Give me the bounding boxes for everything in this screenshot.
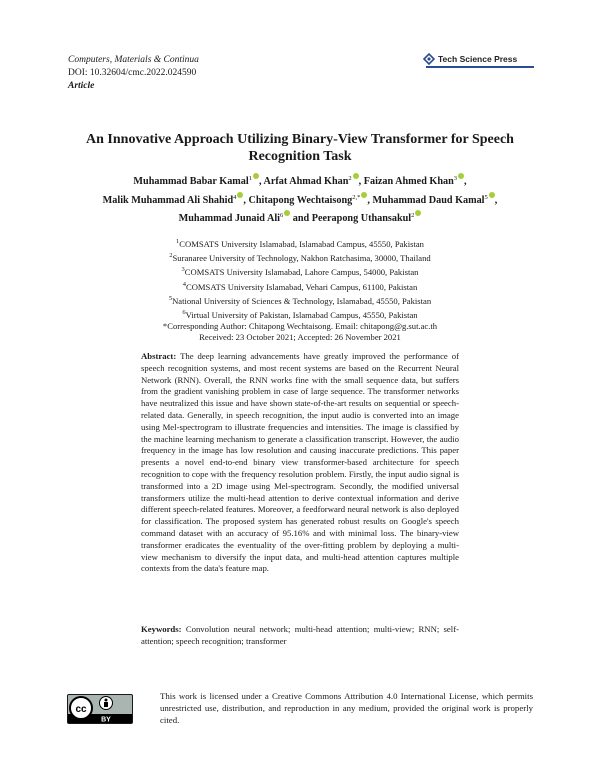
affiliation-line (100, 250, 500, 264)
affil-number: 6 (182, 309, 186, 317)
and-word: and (292, 213, 310, 224)
author-affil-sup: 5 (484, 193, 488, 201)
cc-by-icon (68, 695, 132, 723)
affil-number: 5 (168, 294, 173, 302)
publisher-logo (422, 52, 534, 68)
license-text: This work is licensed under a Creative Commons Attribution 4.0 International License, which permits unrestricted use, distribution, and reproduction in any medium, provided the original work is properly cited. (160, 691, 533, 725)
orcid-icon[interactable] (458, 173, 464, 179)
affiliation-line (100, 293, 500, 307)
by-badge-text: BY (101, 716, 111, 723)
affil-number: 4 (182, 280, 186, 288)
author-name: Malik Muhammad Ali Shahid (102, 194, 234, 206)
orcid-icon[interactable] (253, 173, 259, 179)
author-name: Arfat Ahmad Khan (263, 176, 349, 187)
keywords-label: Keywords: (141, 624, 182, 634)
keywords (141, 624, 459, 648)
cc-by-license-badge[interactable] (67, 694, 133, 724)
author-list: Muhammad Babar Kamal$^1$ , Arfat Ahmad Khan$^2$ , Faizan Ahmed Khan$^3$ , Malik Muhammad Ali Shahid$^4$ , Chitapong Wechtaisong$^{2,*}$ , Muhammad Daud Kamal$^5$ , Muhammad Junaid Ali$^6$ and Peerapong Uthansakul$^2$ (102, 175, 498, 224)
affil-number: 3 (181, 266, 185, 274)
author-affil-sup: 3 (453, 175, 458, 182)
author-name: Faizan Ahmed Khan (363, 176, 454, 187)
affil-text: Virtual University of Pakistan, Islamabad Campus, 45550, Pakistan (185, 310, 418, 321)
abstract-text: The deep learning advancements have greatly improved the performance of speech recognition systems, and most recent systems are based on the Recurrent Neural Network (RNN). Overall, the RNN works fine with the small sequence data, but suffers from the gradient vanishing problem in case of large sequence. The transformer networks have neutralized this issue and have shown state-of-the-art results on sequential or speech-related data. Generally, in speech recognition, the input audio is converted into an image using Mel-spectrogram to illustrate frequencies and intensities. The image is classified by the machine learning mechanism to generate a classification transcript. However, the audio frequency in the image has low resolution and causing inaccurate predictions. This paper presents a novel end-to-end binary view transformer-based architecture for speech recognition to cope with the frequency resolution problem. Firstly, the input audio signal is transformed into a 2D image using Mel-spectrogram. Secondly, the modified universal transformers utilize the multi-head attention to derive contextual information and derive different speech-related features. Moreover, a feedforward neural network is also deployed for classification. The proposed system has generated robust results on Google's speech command dataset with an accuracy of 95.16% and with minimal loss. The binary-view transformer eradicates the eventuality of the over-fitting problem by deploying a multi-view mechanism to diversify the input data, and multi-head attention captures multiple contexts from the data's feature map. (141, 351, 459, 574)
orcid-icon[interactable] (489, 192, 495, 198)
received-accepted-dates: Received: 23 October 2021; Accepted: 26 November 2021 (199, 332, 401, 343)
author-name: Muhammad Babar Kamal (133, 176, 249, 187)
doi[interactable]: DOI: 10.32604/cmc.2022.024590 (68, 68, 197, 78)
orcid-icon[interactable] (415, 210, 421, 216)
affil-text: National University of Sciences & Technology, Islamabad, 45550, Pakistan (172, 295, 432, 306)
author-affil-sup: 1 (248, 175, 252, 182)
affil-text: COMSATS University Islamabad, Vehari Campus, 61100, Pakistan (185, 281, 418, 292)
affiliation-line (100, 279, 500, 293)
keywords-text: Convolution neural network; multi-head attention; multi-view; RNN; self-attention; speech recognition; transformer (141, 624, 459, 646)
affiliation-line (100, 264, 500, 278)
author-affil-sup: 6 (279, 212, 284, 219)
author-affil-sup: 2 (348, 175, 352, 182)
affil-number: 2 (169, 252, 173, 260)
journal-name: Computers, Materials & Continua (68, 55, 199, 65)
affil-number: 1 (176, 238, 180, 245)
author-name: Muhammad Junaid Ali (178, 213, 280, 224)
abstract-label: Abstract: (141, 351, 177, 361)
author-name: Peerapong Uthansakul (311, 213, 412, 224)
author-name: Chitapong Wechtaisong (248, 194, 353, 206)
logo-underline (426, 66, 534, 68)
paper-title: An Innovative Approach Utilizing Binary-View Transformer for Speech Recognition Task (86, 132, 514, 164)
affiliation-line (100, 236, 500, 250)
publisher-name: Tech Science Press (438, 54, 518, 64)
author-affil-sup: 2,* (352, 193, 361, 201)
orcid-icon[interactable] (361, 192, 367, 198)
affil-text: Suranaree University of Technology, Nakhon Ratchasima, 30000, Thailand (172, 253, 431, 264)
orcid-icon[interactable] (353, 173, 359, 179)
author-name: Muhammad Daud Kamal (372, 194, 485, 206)
author-affil-sup: 4 (233, 193, 237, 201)
affil-text: COMSATS University Islamabad, Islamabad Campus, 45550, Pakistan (179, 239, 424, 249)
publisher-logo-icon (422, 52, 436, 66)
affiliation-line (100, 307, 500, 321)
cc-badge-text: cc (75, 704, 87, 715)
abstract (141, 351, 459, 575)
orcid-icon[interactable] (284, 210, 290, 216)
article-type: Article (68, 81, 95, 91)
author-affil-sup: 2 (411, 212, 415, 219)
affil-text: COMSATS University Islamabad, Lahore Campus, 54000, Pakistan (184, 267, 419, 278)
corresponding-author: *Corresponding Author: Chitapong Wechtaisong. Email: chitapong@g.sut.ac.th (162, 321, 438, 332)
orcid-icon[interactable] (237, 192, 243, 198)
affiliations (100, 236, 500, 344)
